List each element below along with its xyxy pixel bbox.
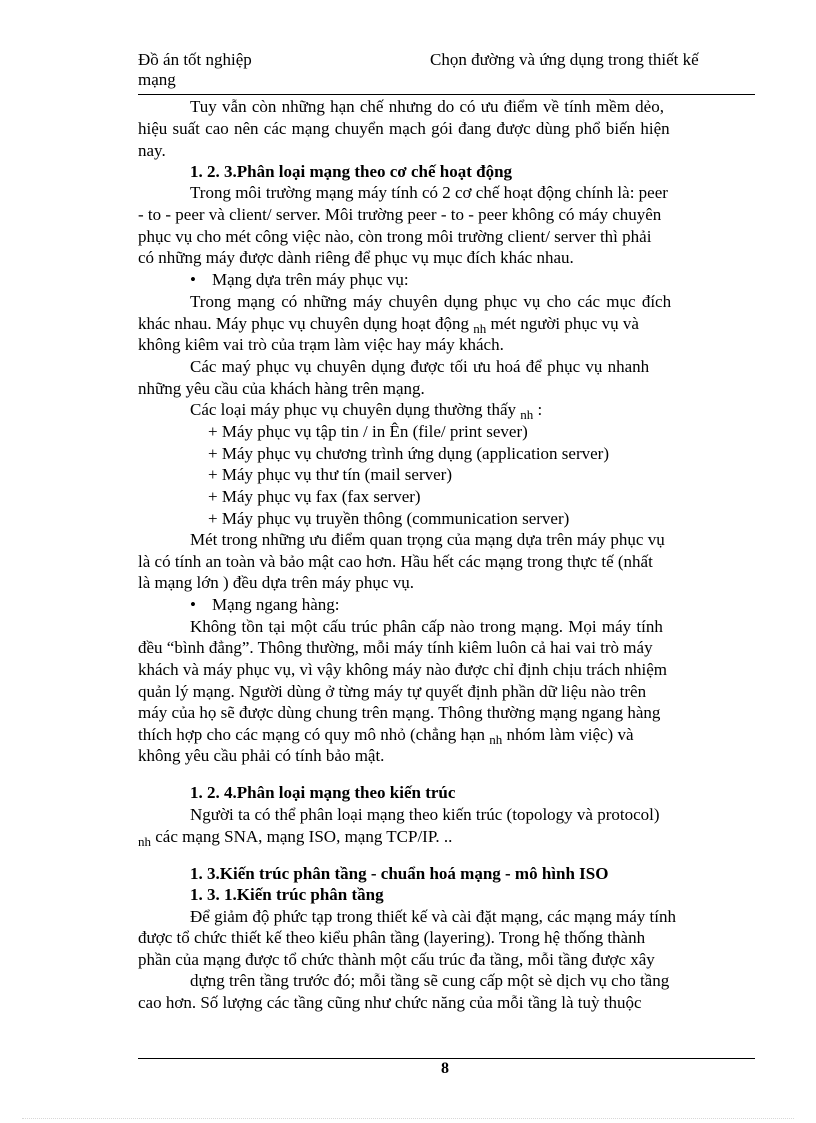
- section-heading: 1. 2. 3.Phân loại mạng theo cơ chế hoạt động: [190, 162, 513, 181]
- text-fragment: các mạng SNA, mạng ISO, mạng TCP/IP. ..: [155, 827, 453, 846]
- text-line: dựng trên tầng trước đó; mỗi tầng sẽ cung cấp một sè dịch vụ cho tầng: [190, 971, 670, 990]
- text-fragment: nhóm làm việc) và: [506, 725, 634, 744]
- bullet-item: [190, 595, 339, 615]
- text-line: Để giảm độ phức tạp trong thiết kế và cài đặt mạng, các mạng máy tính: [190, 907, 677, 926]
- text-line: nay.: [138, 141, 166, 160]
- text-line: Các maý phục vụ chuyên dụng được tối ưu hoá để phục vụ nhanh: [190, 357, 650, 376]
- page-edge-divider: [22, 1118, 794, 1119]
- text-line: - to - peer và client/ server. Môi trường peer - to - peer không có máy chuyên: [138, 205, 662, 224]
- list-item: + Máy phục vụ truyền thông (communication server): [208, 509, 570, 528]
- text-line: Mét trong những ưu điểm quan trọng của mạng dựa trên máy phục vụ: [190, 530, 665, 549]
- text-line: khách và máy phục vụ, vì vậy không máy nào được chỉ định chịu trách nhiệm: [138, 660, 668, 679]
- bullet-text: Mạng dựa trên máy phục vụ:: [212, 270, 409, 289]
- bullet-text: Mạng ngang hàng:: [212, 595, 340, 614]
- list-item: + Máy phục vụ fax (fax server): [208, 487, 421, 506]
- text-line: là có tính an toàn và bảo mật cao hơn. Hầu hết các mạng trong thực tế (nhất: [138, 552, 653, 571]
- text-line: Trong mạng có những máy chuyên dụng phục vụ cho các mục đích: [190, 292, 672, 311]
- list-item: + Máy phục vụ thư tín (mail server): [208, 465, 452, 484]
- text-fragment: thích hợp cho các mạng có quy mô nhỏ (chẳng hạn: [138, 725, 485, 744]
- text-line: hiệu suất cao nên các mạng chuyển mạch gói đang được dùng phổ biến hiện: [138, 119, 670, 138]
- text-line: không yêu cầu phải có tính bảo mật.: [138, 746, 385, 765]
- text-line: phục vụ cho mét công việc nào, còn trong môi trường client/ server thì phải: [138, 227, 652, 246]
- header-left: [138, 50, 252, 90]
- header-left-line2: mạng: [138, 70, 176, 89]
- text-line: quản lý mạng. Người dùng ở từng máy tự quyết định phần dữ liệu nào trên: [138, 682, 647, 701]
- footer-rule: [138, 1058, 755, 1059]
- text-line: Không tồn tại một cấu trúc phân cấp nào trong mạng. Mọi máy tính: [190, 617, 663, 636]
- subscript-fragment: nh: [473, 321, 487, 336]
- text-fragment: :: [537, 400, 543, 419]
- text-line: [138, 827, 452, 848]
- text-line: có những máy được dành riêng để phục vụ mục đích khác nhau.: [138, 248, 574, 267]
- header-left-line1: Đồ án tốt nghiệp: [138, 50, 252, 69]
- text-line: là mạng lớn ) đều dựa trên máy phục vụ.: [138, 573, 414, 592]
- text-line: máy của họ sẽ được dùng chung trên mạng. Thông thường mạng ngang hàng: [138, 703, 661, 722]
- subscript-fragment: nh: [138, 834, 151, 849]
- text-line: [138, 314, 639, 335]
- text-line: [138, 725, 634, 746]
- text-line: phần của mạng được tổ chức thành một cấu trúc đa tầng, mỗi tầng được xây: [138, 950, 655, 969]
- section-heading: 1. 3.Kiến trúc phân tầng - chuẩn hoá mạng - mô hình ISO: [190, 864, 609, 883]
- bullet-icon: •: [190, 595, 196, 614]
- list-item: + Máy phục vụ tập tin / in Ên (file/ print sever): [208, 422, 528, 441]
- list-item: + Máy phục vụ chương trình ứng dụng (application server): [208, 444, 609, 463]
- subscript-fragment: nh: [520, 407, 534, 422]
- text-line: được tổ chức thiết kế theo kiểu phân tầng (layering). Trong hệ thống thành: [138, 928, 646, 947]
- text-fragment: Các loại máy phục vụ chuyên dụng thường thấy: [190, 400, 517, 419]
- section-heading: 1. 2. 4.Phân loại mạng theo kiến trúc: [190, 783, 456, 802]
- text-line: Trong môi trường mạng máy tính có 2 cơ chế hoạt động chính là: peer: [190, 183, 668, 202]
- header-rule: [138, 94, 755, 95]
- bullet-icon: •: [190, 270, 196, 289]
- text-line: không kiêm vai trò của trạm làm việc hay máy khách.: [138, 335, 504, 354]
- text-line: đều “bình đẳng”. Thông thường, mỗi máy tính kiêm luôn cả hai vai trò máy: [138, 638, 653, 657]
- text-line: Người ta có thể phân loại mạng theo kiến trúc (topology và protocol): [190, 805, 660, 824]
- header-right: Chọn đường và ứng dụng trong thiết kế: [430, 50, 699, 69]
- text-line: [190, 400, 542, 421]
- text-line: những yêu cầu của khách hàng trên mạng.: [138, 379, 425, 398]
- subscript-fragment: nh: [489, 732, 503, 747]
- section-heading: 1. 3. 1.Kiến trúc phân tầng: [190, 885, 384, 904]
- text-fragment: mét người phục vụ và: [490, 314, 639, 333]
- text-line: Tuy vẫn còn những hạn chế nhưng do có ưu điểm về tính mềm dẻo,: [190, 97, 664, 116]
- bullet-item: [190, 270, 409, 290]
- text-line: cao hơn. Số lượng các tầng cũng như chức năng của mỗi tầng là tuỳ thuộc: [138, 993, 642, 1012]
- page-number: 8: [441, 1060, 449, 1077]
- text-fragment: khác nhau. Máy phục vụ chuyên dụng hoạt động: [138, 314, 469, 333]
